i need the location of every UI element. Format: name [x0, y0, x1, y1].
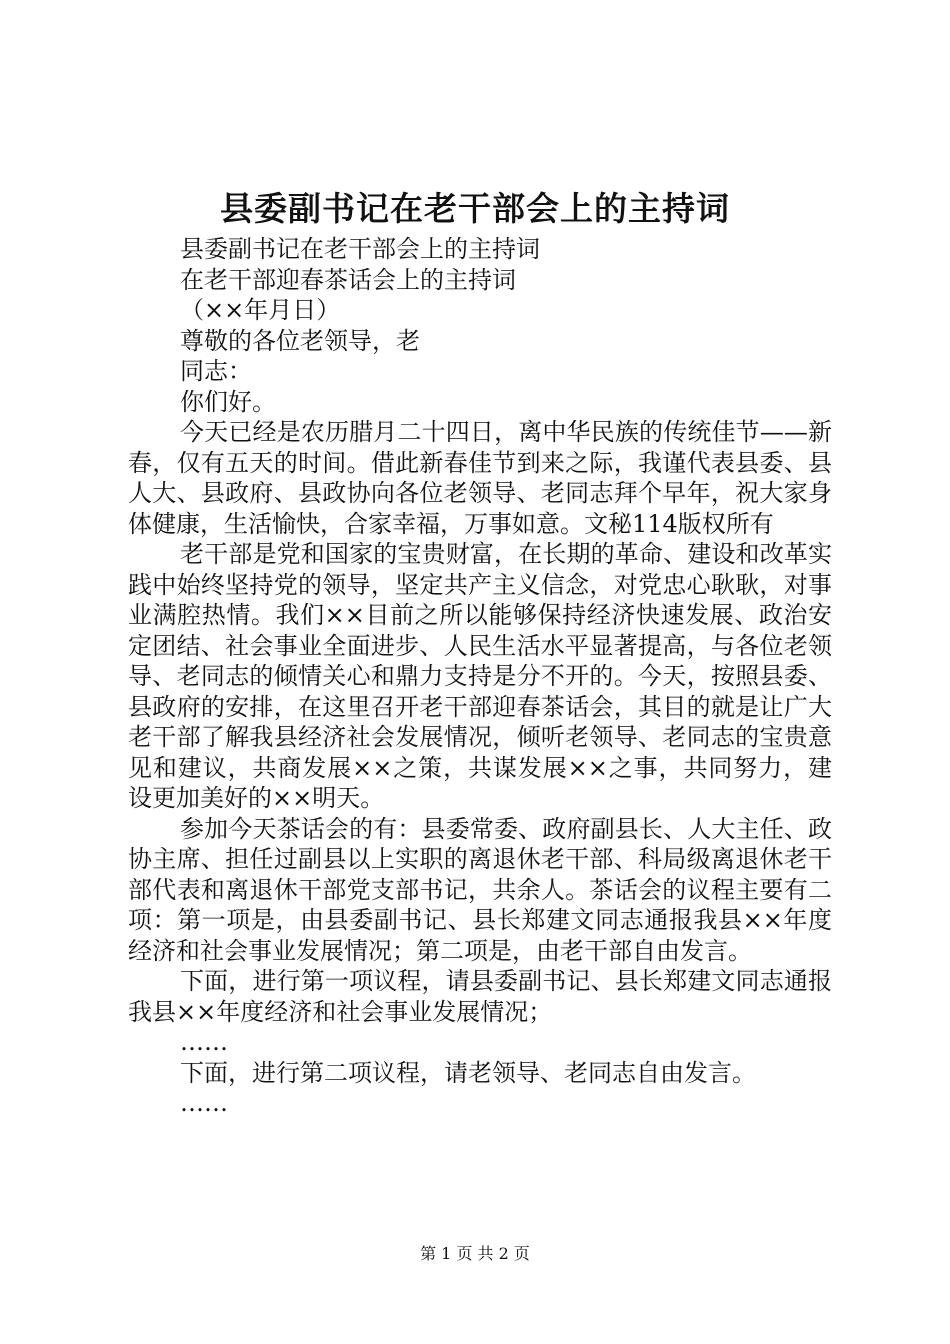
- paragraph-attendees-agenda: 参加今天茶话会的有：县委常委、政府副县长、人大主任、政协主席、担任过副县以上实职的离退休老干部、科局级离退休老干部代表和离退休干部党支部书记，共余人。茶话会的议程主要有二项：第一项是，由县委副书记、县长郑建文同志通报我县××年度经济和社会事业发展情况；第二项是，由老干部自由发言。: [128, 814, 832, 965]
- page-footer: 第 1 页 共 2 页: [420, 1244, 530, 1263]
- document-title: 县委副书记在老干部会上的主持词: [220, 189, 730, 228]
- date-line: （××年月日）: [180, 296, 341, 324]
- salutation-continued: 同志：: [180, 357, 252, 385]
- ellipsis-two: ……: [180, 1089, 228, 1117]
- salutation-line: 尊敬的各位老领导，老: [180, 326, 420, 355]
- closing-line: 下面，进行第二项议程，请老领导、老同志自由发言。: [180, 1058, 756, 1087]
- subtitle-line: 县委副书记在老干部会上的主持词: [180, 235, 540, 263]
- ellipsis-one: ……: [180, 1028, 228, 1056]
- paragraph-new-year: 今天已经是农历腊月二十四日，离中华民族的传统佳节——新春，仅有五天的时间。借此新春佳节到来之际，我谨代表县委、县人大、县政府、县政协向各位老领导、老同志拜个早年，祝大家身体健康，生活愉快，合家幸福，万事如意。文秘114版权所有: [128, 418, 832, 538]
- paragraph-veteran-cadres: 老干部是党和国家的宝贵财富，在长期的革命、建设和改革实践中始终坚持党的领导，坚定共产主义信念，对党忠心耿耿，对事业满腔热情。我们××目前之所以能够保持经济快速发展、政治安定团结、社会事业全面进步、人民生活水平显著提高，与各位老领导、老同志的倾情关心和鼎力支持是分不开的。今天，按照县委、县政府的安排，在这里召开老干部迎春茶话会，其目的就是让广大老干部了解我县经济社会发展情况，倾听老领导、老同志的宝贵意见和建议，共商发展××之策，共谋发展××之事，共同努力，建设更加美好的××明天。: [128, 540, 832, 812]
- document-body: [128, 234, 832, 1119]
- greeting-line: 你们好。: [180, 387, 276, 416]
- paragraph-first-agenda: 下面，进行第一项议程，请县委副书记、县长郑建文同志通报我县××年度经济和社会事业发展情况；: [128, 967, 832, 1026]
- speech-title-line: 在老干部迎春茶话会上的主持词: [180, 265, 516, 294]
